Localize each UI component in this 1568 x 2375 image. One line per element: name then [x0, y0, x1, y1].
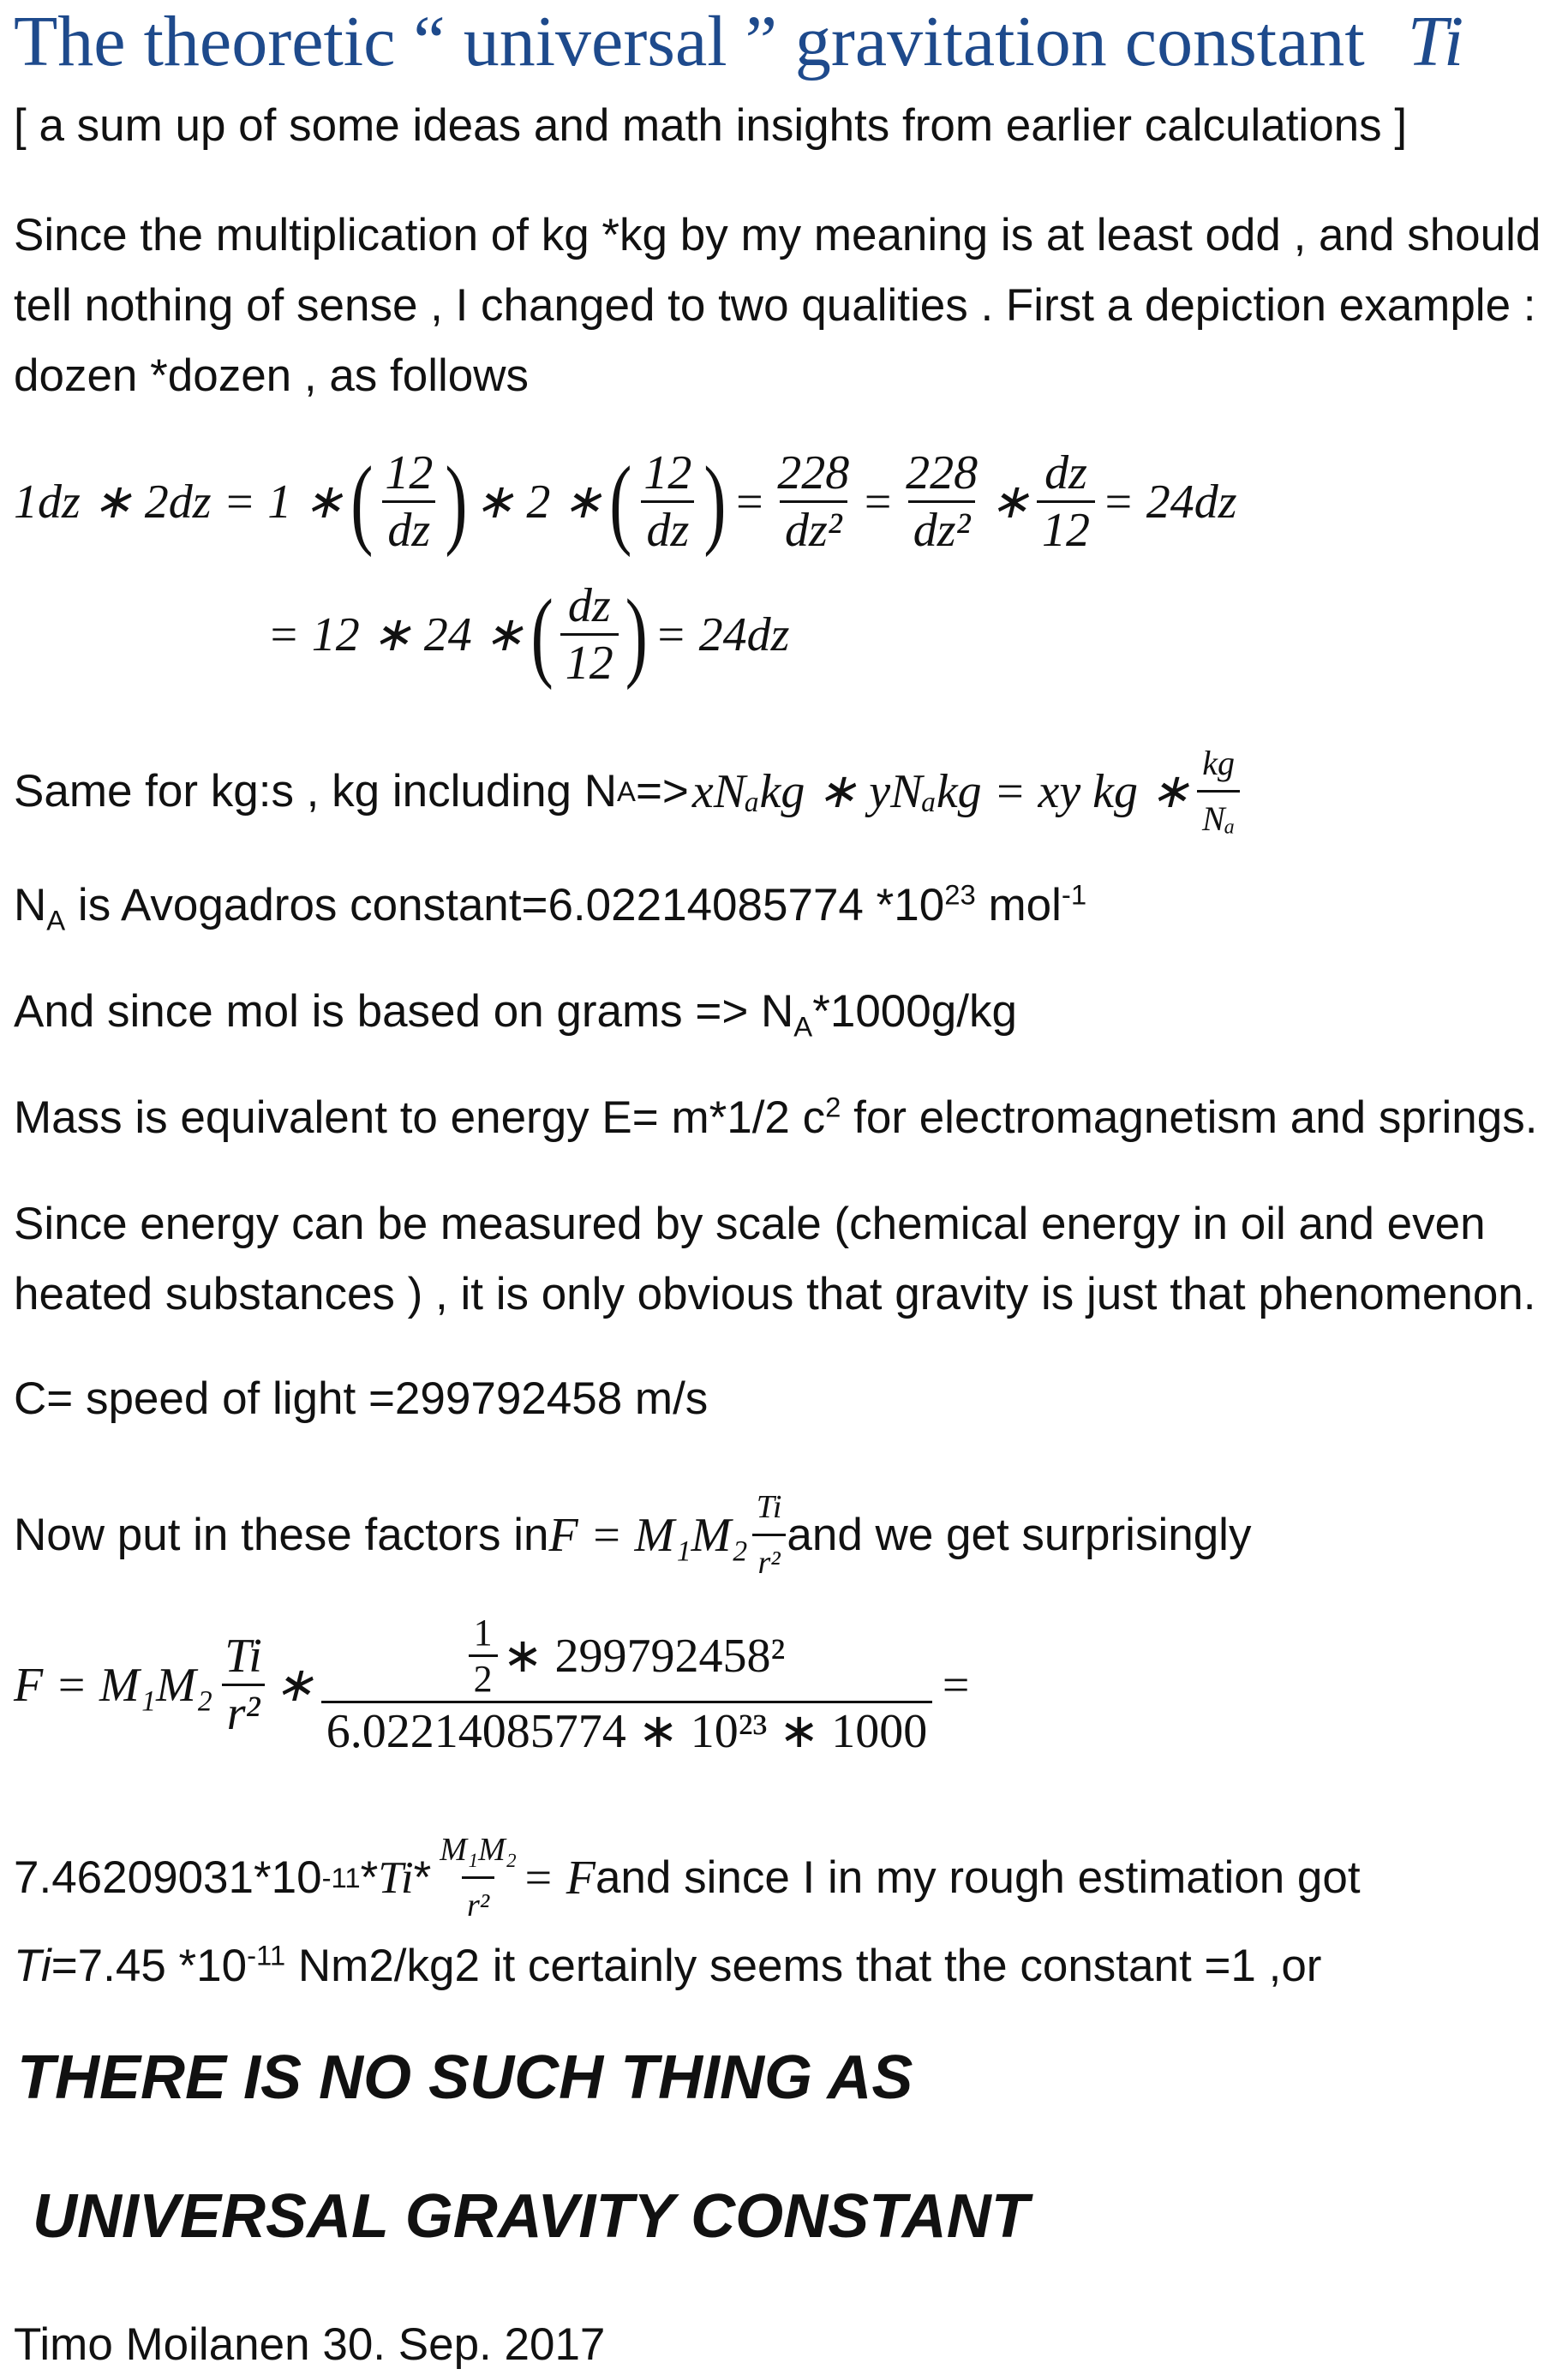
eq1-frac-5: $\frac{dz}{12}$ — [1037, 446, 1095, 558]
gravity-equation: F = M₁M₂ $\frac{Ti}{\text{r²}}$ ∗ $\frac{1}{2}$ ∗ 299792458² 6.02214085774 ∗ 10²³ ∗ 1000 = — [14, 1612, 972, 1758]
energy-line-1: Since energy can be measured by scale (chemical energy in oil and even — [14, 1199, 1486, 1249]
kg-per-na-frac: $\frac{kg}{\text{Nₐ}}$ — [1197, 737, 1240, 846]
mol-line: And since mol is based on grams => $N_A*1000g/kg$ — [14, 986, 1017, 1043]
equation-dozen-1: 1dz ∗ 2dz = 1 ∗ ( $\frac{12}{dz}$ ) ∗ 2 ∗ ( $\frac{12}{dz}$ ) = $\frac{228}{\text{dz²}}$ = $\frac{228}{\text{dz²}}$ ∗ $\frac{dz}{12}$ = 24dz — [14, 445, 1237, 557]
title-text: The theoretic “ universal ” gravitation constant — [14, 2, 1365, 81]
one-half-frac: $\frac{1}{2}$ — [469, 1611, 498, 1701]
equation-dozen-2: = 12 ∗ 24 ∗ ( $\frac{dz}{12}$ ) = 24dz — [267, 577, 790, 690]
subtitle: [ a sum up of some ideas and math insights from earlier calculations ] — [14, 100, 1408, 151]
eq2-frac: $\frac{dz}{12}$ — [560, 578, 619, 691]
ti-value-line: Ti=7.45 $*10^{-11}$ Nm2/kg2 it certainly seems that the constant =1 ,or — [14, 1939, 1322, 1991]
eq3-ti-frac: $\frac{Ti}{\text{r²}}$ — [219, 1629, 267, 1741]
eq1-frac-4: $\frac{228}{\text{dz²}}$ — [906, 446, 979, 557]
conclusion-line-1: THERE IS NO SUCH THING AS — [17, 2043, 913, 2112]
same-for-kg-line: Same for kg:s , kg including N A => xNₐkg ∗ yNₐkg = xy kg ∗ $\frac{kg}{\text{Nₐ}}$ — [14, 737, 1240, 846]
eq1-frac-2: $\frac{12}{dz}$ — [638, 446, 697, 558]
page-title — [14, 0, 1463, 83]
mass-energy-line: Mass is equivalent to energy E= m*1/2 $c^2$ for electromagnetism and springs. — [14, 1091, 1538, 1143]
title-symbol: Ti — [1407, 2, 1464, 81]
intro-line-3: dozen *dozen , as follows — [14, 350, 530, 401]
eq1-frac-1: $\frac{12}{dz}$ — [380, 446, 438, 558]
m1m2-over-r2-frac: $\frac{\text{M₁M₂}}{\text{r²}}$ — [434, 1823, 522, 1932]
intro-line-2: tell nothing of sense , I changed to two qualities . First a depiction example : — [14, 280, 1536, 331]
eq3-big-frac: $\frac{1}{2}$ ∗ 299792458² 6.02214085774 ∗ 10²³ ∗ 1000 — [321, 1611, 932, 1759]
ti-over-r2-frac: $\frac{Ti}{\text{r²}}$ — [751, 1481, 787, 1589]
speed-of-light-line: C= speed of light =299792458 m/s — [14, 1373, 709, 1424]
intro-line-1: Since the multiplication of kg *kg by my meaning is at least odd , and should — [14, 210, 1541, 260]
result-line: 7.46209031*10 -11 * Ti * $\frac{\text{M₁M₂}}{\text{r²}}$ = F and since I in my rough estimation got — [14, 1823, 1361, 1932]
avogadro-line: $N_A$ is Avogadros constant=6.02214085774 $*10^{23}$ mol$^{-1}$ — [14, 878, 1087, 936]
now-put-line: Now put in these factors in F = M₁M₂ $\frac{Ti}{\text{r²}}$ and we get surprisingly — [14, 1481, 1251, 1589]
eq1-frac-3: $\frac{228}{\text{dz²}}$ — [777, 446, 850, 557]
signature: Timo Moilanen 30. Sep. 2017 — [14, 2319, 606, 2370]
eq1-lhs: 1dz ∗ 2dz = 1 ∗ — [14, 476, 344, 529]
energy-line-2: heated substances ) , it is only obvious that gravity is just that phenomenon. — [14, 1269, 1536, 1319]
conclusion-line-2: UNIVERSAL GRAVITY CONSTANT — [33, 2182, 1029, 2251]
